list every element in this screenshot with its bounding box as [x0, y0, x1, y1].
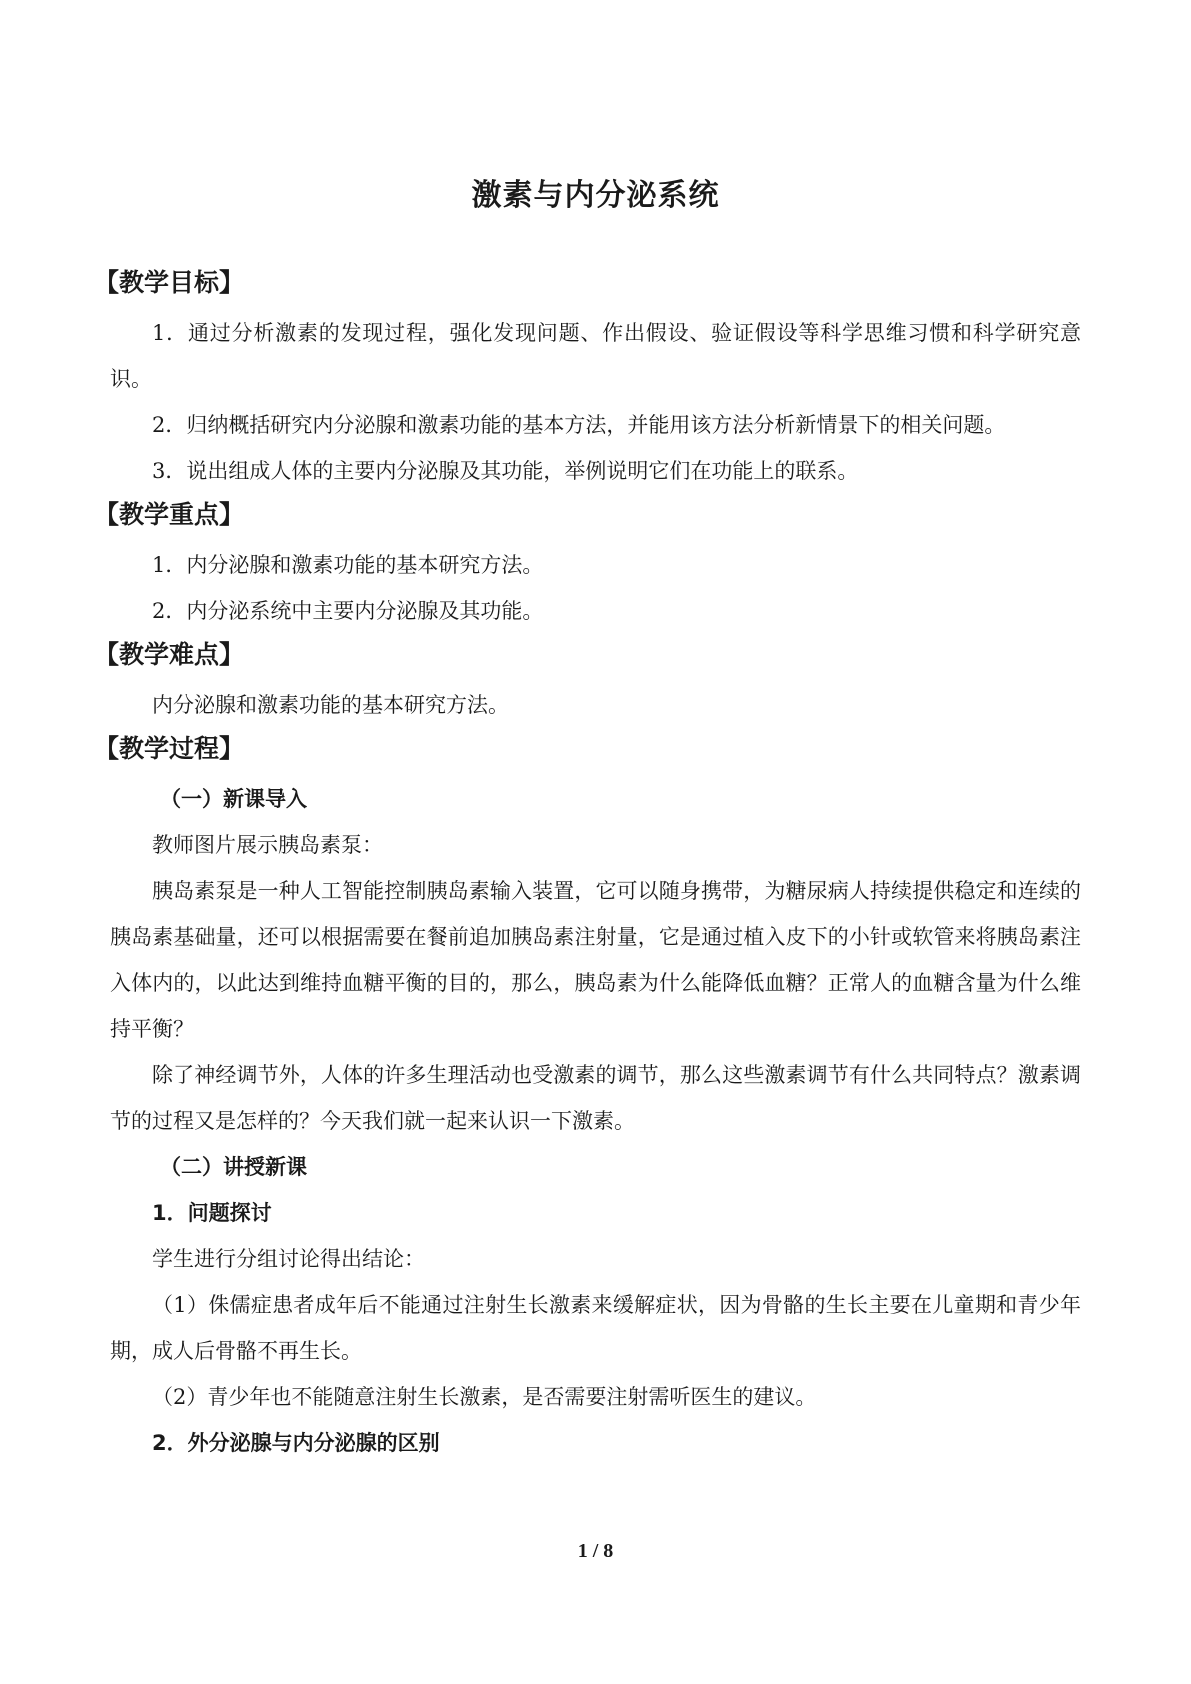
document-title: 激素与内分泌系统 — [471, 178, 720, 213]
page-number: 1 / 8 — [577, 1540, 614, 1562]
part2-title: （二）讲授新课 — [160, 1155, 307, 1179]
topic1-title: 1．问题探讨 — [152, 1201, 272, 1225]
difficulties-heading: 【教学难点】 — [94, 640, 245, 669]
topic1-paragraph: 学生进行分组讨论得出结论： — [152, 1247, 425, 1271]
process-heading: 【教学过程】 — [94, 734, 245, 763]
topic1-paragraph: （2）青少年也不能随意注射生长激素，是否需要注射需听医生的建议。 — [152, 1385, 817, 1409]
objective-item: 2．归纳概括研究内分泌腺和激素功能的基本方法，并能用该方法分析新情景下的相关问题。 — [152, 413, 1006, 437]
process-section — [94, 732, 1081, 1466]
part1-paragraph: 胰岛素泵是一种人工智能控制胰岛素输入装置，它可以随身携带，为糖尿病人持续提供稳定和连续的胰岛素基础量，还可以根据需要在餐前追加胰岛素注射量，它是通过植入皮下的小针或软管来将胰岛素注入体内的，以此达到维持血糖平衡的目的，那么，胰岛素为什么能降低血糖？正常人的血糖含量为什么维持平衡？ — [110, 879, 1081, 1041]
topic2-title: 2．外分泌腺与内分泌腺的区别 — [152, 1431, 440, 1455]
objectives-heading: 【教学目标】 — [94, 268, 245, 297]
part1-title: （一）新课导入 — [160, 787, 307, 811]
part1-paragraph: 教师图片展示胰岛素泵： — [152, 833, 383, 857]
part1-paragraph: 除了神经调节外，人体的许多生理活动也受激素的调节，那么这些激素调节有什么共同特点？激素调节的过程又是怎样的？今天我们就一起来认识一下激素。 — [110, 1063, 1081, 1133]
topic1-paragraph: （1）侏儒症患者成年后不能通过注射生长激素来缓解症状，因为骨骼的生长主要在儿童期和青少年期，成人后骨骼不再生长。 — [110, 1293, 1081, 1363]
difficulty-item: 内分泌腺和激素功能的基本研究方法。 — [152, 693, 509, 717]
difficulties-section — [94, 638, 1081, 728]
key-point-item: 1．内分泌腺和激素功能的基本研究方法。 — [152, 553, 544, 577]
objectives-section — [94, 266, 1081, 494]
objective-item: 1．通过分析激素的发现过程，强化发现问题、作出假设、验证假设等科学思维习惯和科学研究意识。 — [110, 321, 1081, 391]
objective-item: 3．说出组成人体的主要内分泌腺及其功能，举例说明它们在功能上的联系。 — [152, 459, 859, 483]
key-points-heading: 【教学重点】 — [94, 500, 245, 529]
key-point-item: 2．内分泌系统中主要内分泌腺及其功能。 — [152, 599, 544, 623]
key-points-section — [94, 498, 1081, 634]
